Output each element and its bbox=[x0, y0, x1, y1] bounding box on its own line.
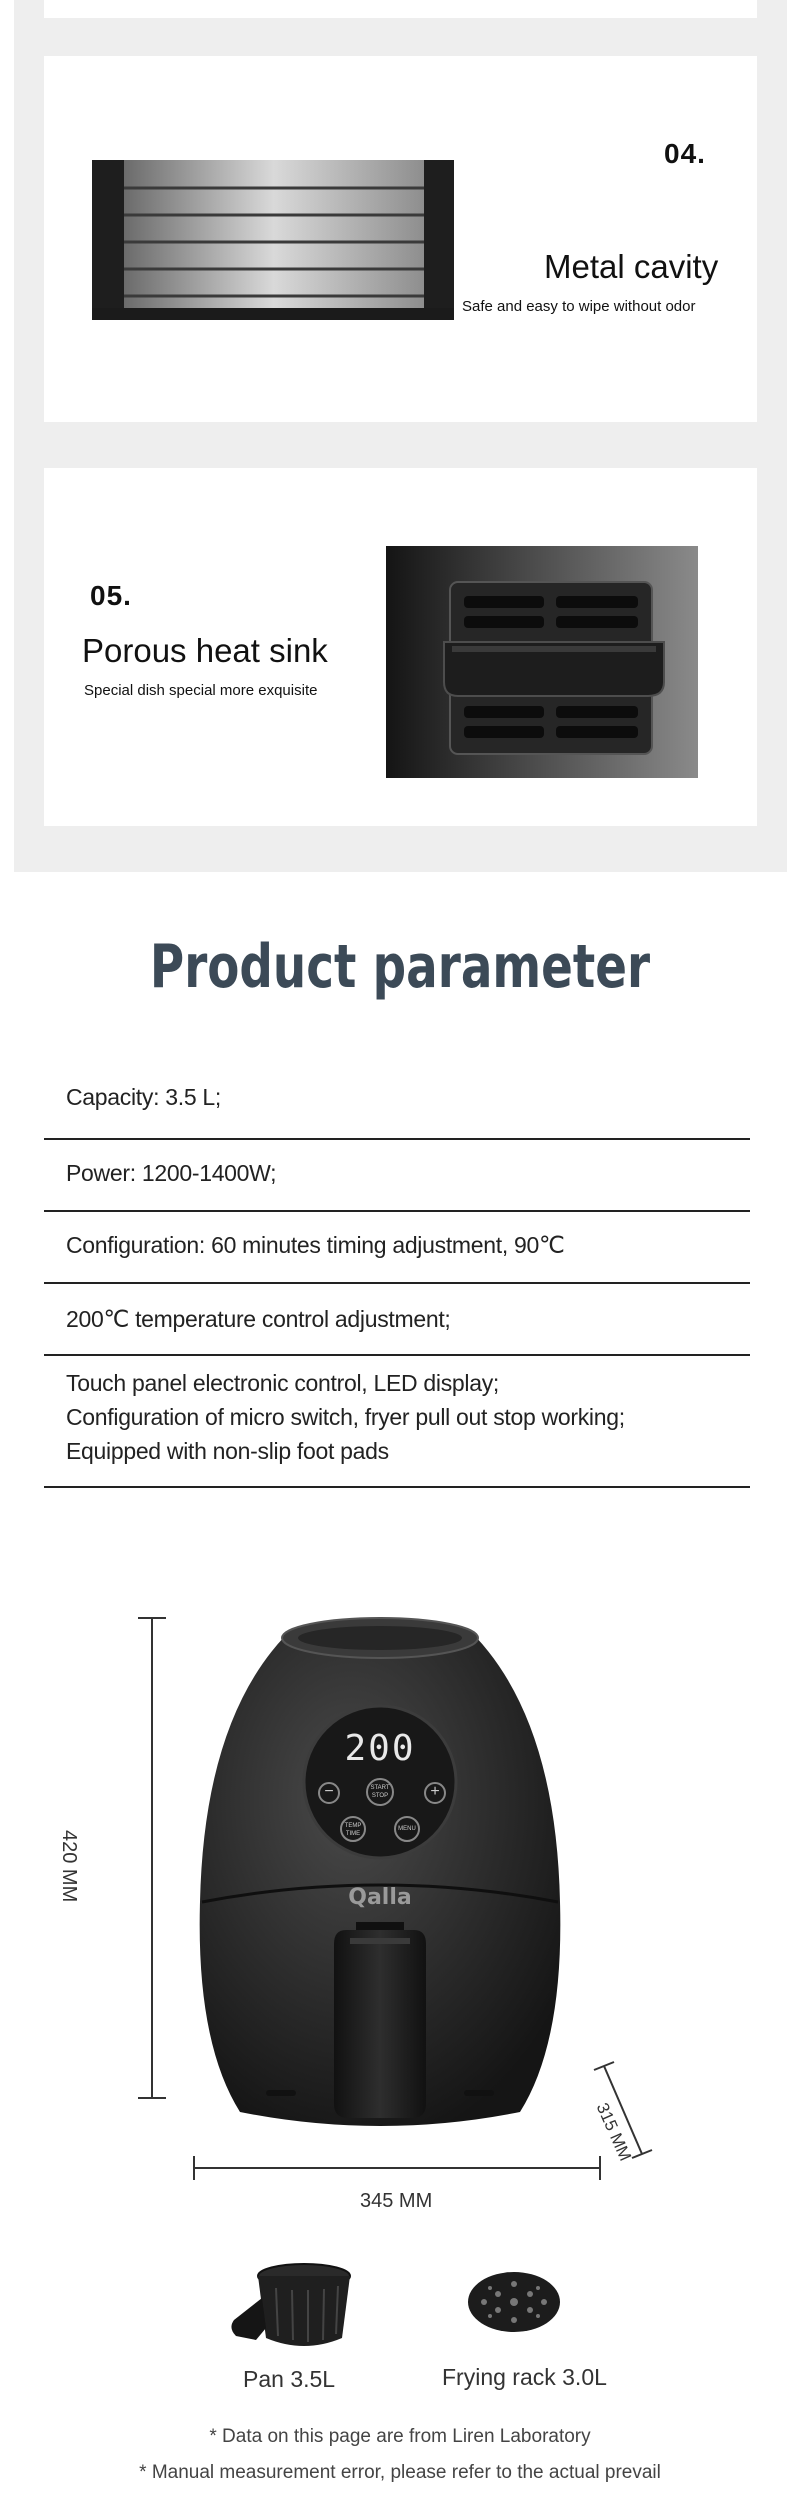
param-text: Configuration of micro switch, fryer pull out stop working; bbox=[66, 1404, 625, 1430]
feature-description: Special dish special more exquisite bbox=[84, 682, 318, 699]
param-text: 200℃ temperature control adjustment; bbox=[66, 1306, 451, 1332]
feature-card-heat-sink bbox=[44, 468, 757, 826]
footnote: * Data on this page are from Liren Laboratory bbox=[209, 2426, 591, 2447]
feature-title: Porous heat sink bbox=[82, 632, 328, 669]
param-text: Capacity: 3.5 L; bbox=[66, 1084, 222, 1110]
param-row bbox=[44, 1212, 750, 1284]
previous-feature-card bbox=[44, 0, 757, 18]
metal-cavity-photo bbox=[92, 160, 454, 320]
menu-button[interactable]: MENU bbox=[394, 1816, 420, 1842]
param-row bbox=[44, 1060, 750, 1140]
heat-sink-photo bbox=[386, 546, 698, 778]
start-stop-button[interactable]: START STOP bbox=[366, 1778, 394, 1806]
frying-rack-icon bbox=[464, 2266, 564, 2336]
footnote: * Manual measurement error, please refer to the actual prevail bbox=[139, 2462, 661, 2483]
param-row bbox=[44, 1140, 750, 1212]
feature-title: Metal cavity bbox=[544, 248, 719, 285]
feature-description: Safe and easy to wipe without odor bbox=[462, 298, 696, 315]
param-text: Power: 1200-1400W; bbox=[66, 1160, 277, 1186]
air-fryer-image bbox=[190, 1612, 570, 2132]
feature-number: 05. bbox=[90, 580, 132, 611]
accessory-label: Pan 3.5L bbox=[243, 2366, 336, 2392]
temp-time-button[interactable]: TEMP TIME bbox=[340, 1816, 366, 1842]
param-text: Equipped with non-slip foot pads bbox=[66, 1438, 389, 1464]
param-text: Configuration: 60 minutes timing adjustment, 90℃ bbox=[66, 1232, 565, 1258]
width-label: 345 MM bbox=[360, 2190, 433, 2212]
accessory-label: Frying rack 3.0L bbox=[442, 2364, 607, 2390]
control-panel-display: 200 bbox=[344, 1728, 416, 1769]
fryer-basket-icon bbox=[226, 2258, 356, 2358]
minus-button[interactable]: − bbox=[318, 1782, 340, 1804]
brand-logo: Qalla bbox=[348, 1885, 412, 1910]
height-label: 420 MM bbox=[58, 1830, 80, 1903]
depth-label: 315 MM bbox=[592, 2100, 635, 2164]
param-row bbox=[44, 1356, 750, 1488]
param-text: Touch panel electronic control, LED display; bbox=[66, 1370, 499, 1396]
plus-button[interactable]: + bbox=[424, 1782, 446, 1804]
section-title: Product parameter bbox=[149, 932, 651, 1002]
feature-card-metal-cavity bbox=[44, 56, 757, 422]
feature-number: 04. bbox=[664, 138, 706, 169]
param-row bbox=[44, 1284, 750, 1356]
